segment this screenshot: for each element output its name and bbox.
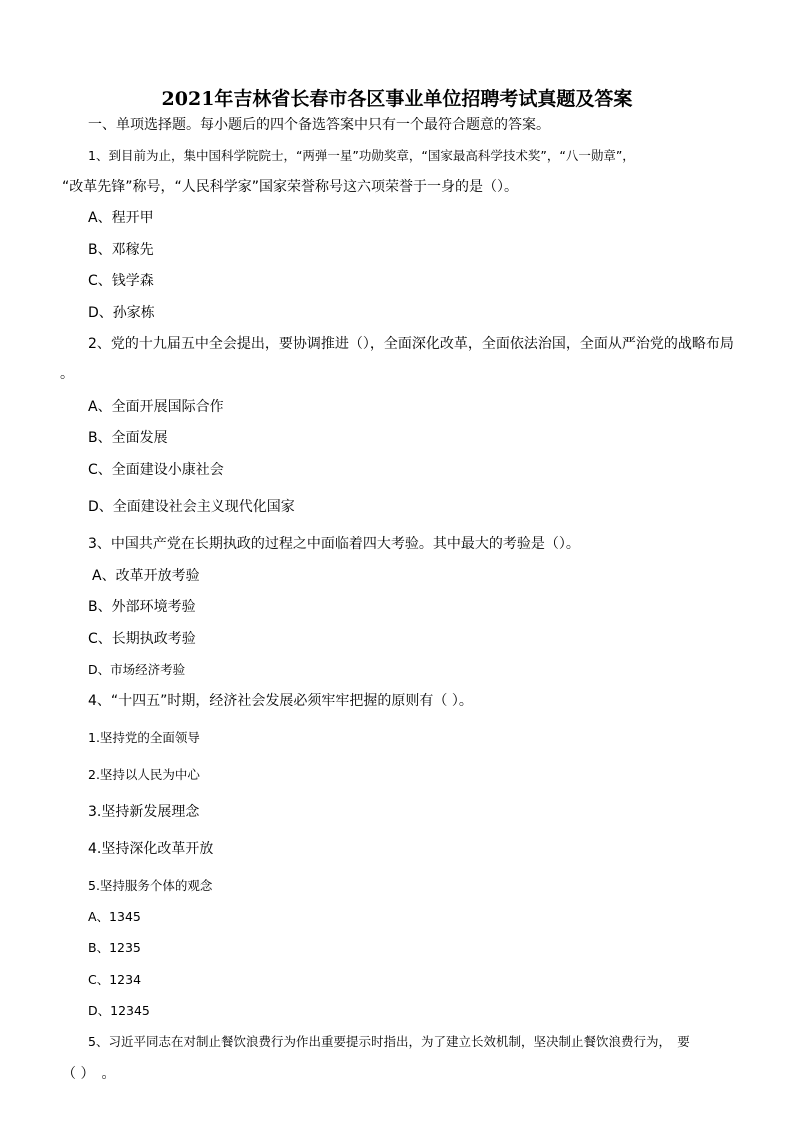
question-4-item-5: 5.坚持服务个体的观念 (88, 878, 213, 893)
document-title: 2021年吉林省长春市各区事业单位招聘考试真题及答案 (161, 88, 633, 110)
question-4-item-4: 4.坚持深化改革开放 (88, 841, 214, 857)
question-4-option-a: A、1345 (88, 909, 141, 924)
question-4-item-1: 1.坚持党的全面领导 (88, 730, 200, 745)
question-3-option-d: D、市场经济考验 (88, 662, 186, 677)
question-4-item-3: 3.坚持新发展理念 (88, 804, 200, 820)
question-2-option-a: A、全面开展国际合作 (88, 399, 224, 415)
question-3-stem: 3、中国共产党在长期执政的过程之中面临着四大考验。其中最大的考验是（）。 (88, 536, 580, 552)
question-1-stem: 1、到目前为止，集中国科学院院士，“两弹一星”功勋奖章，“国家最高科学技术奖”，“八一勋章”， (88, 148, 635, 163)
section-heading: 一、单项选择题。每小题后的四个备选答案中只有一个最符合题意的答案。 (88, 117, 550, 133)
question-4-option-c: C、1234 (88, 972, 142, 987)
question-4-option-d: D、12345 (88, 1003, 150, 1018)
question-3-option-b: B、外部环境考验 (88, 599, 196, 615)
question-5-stem: 5、习近平同志在对制止餐饮浪费行为作出重要提示时指出，为了建立长效机制，坚决制止餐饮浪费行为， 要 (88, 1034, 690, 1049)
question-4-stem: 4、“十四五”时期，经济社会发展必须牢牢把握的原则有（ ）。 (88, 693, 473, 709)
question-1-option-d: D、孙家栋 (88, 305, 155, 321)
question-2-stem: 2、党的十九届五中全会提出，要协调推进（），全面深化改革，全面依法治国，全面从严治党的战略布局 (88, 336, 734, 352)
question-3-option-c: C、长期执政考验 (88, 631, 196, 647)
question-3-option-a: A、改革开放考验 (92, 568, 200, 584)
question-2-option-c: C、全面建设小康社会 (88, 462, 224, 478)
question-1-option-b: B、邓稼先 (88, 242, 154, 258)
question-2-option-d: D、全面建设社会主义现代化国家 (88, 499, 295, 515)
question-1-option-a: A、程开甲 (88, 210, 154, 226)
question-2-option-b: B、全面发展 (88, 430, 168, 446)
question-5-stem-cont: （ ） 。 (62, 1066, 116, 1082)
question-2-stem-cont: 。 (60, 366, 74, 382)
question-1-stem-cont: “改革先锋”称号，“人民科学家”国家荣誉称号这六项荣誉于一身的是（）。 (62, 179, 519, 195)
question-1-option-c: C、钱学森 (88, 273, 154, 289)
question-4-option-b: B、1235 (88, 940, 141, 955)
question-4-item-2: 2.坚持以人民为中心 (88, 767, 200, 782)
